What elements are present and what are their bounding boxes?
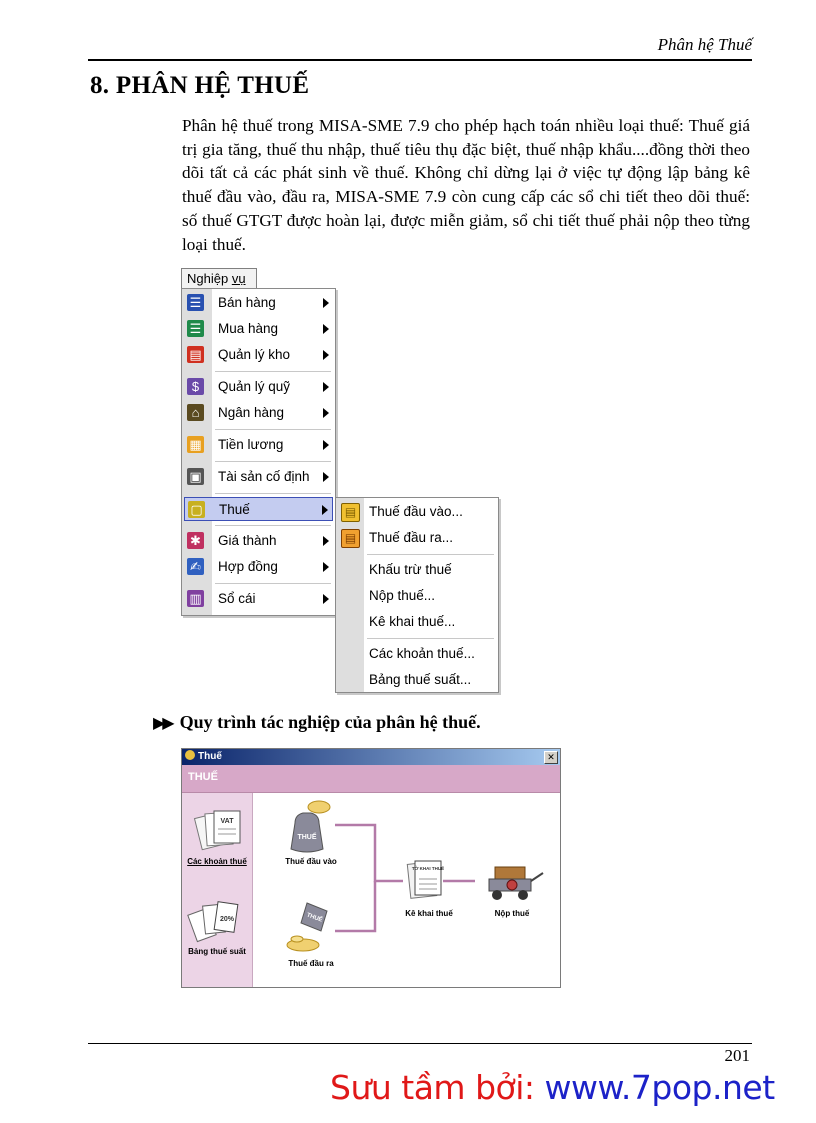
window-left-panel — [182, 793, 253, 987]
menu-item-so-cai[interactable] — [184, 587, 333, 611]
node-label: Thuế đầu ra — [288, 959, 334, 968]
submenu-arrow-icon — [323, 562, 329, 572]
menu-separator — [215, 461, 331, 462]
cash-icon: $ — [187, 378, 204, 395]
menu-item-label: Tài sản cố định — [218, 469, 310, 484]
menu-item-hop-dong[interactable] — [184, 555, 333, 579]
module-banner-title: THUẾ — [188, 771, 218, 783]
tax-window — [181, 748, 561, 988]
tax-forms-icon — [184, 807, 250, 857]
ledger-icon: ▥ — [187, 590, 204, 607]
double-arrow-bullet-icon: ▶▶ — [153, 715, 172, 732]
menu-separator — [367, 554, 494, 555]
submenu-item-label: Thuế đầu vào... — [369, 504, 463, 519]
submenu-arrow-icon — [323, 350, 329, 360]
menu-item-label: Sổ cái — [218, 591, 256, 606]
menu-item-label: Ngân hàng — [218, 405, 285, 420]
submenu-arrow-icon — [323, 536, 329, 546]
menu-item-label: Bán hàng — [218, 295, 276, 310]
left-item-label: Bảng thuế suất — [188, 947, 246, 956]
submenu-arrow-icon — [323, 594, 329, 604]
submenu-item-label: Kê khai thuế... — [369, 614, 456, 629]
node-thue-dau-ra[interactable] — [281, 897, 341, 975]
menu-separator — [215, 429, 331, 430]
left-item-label: Các khoản thuế — [187, 857, 247, 866]
main-menu — [181, 288, 336, 616]
menu-separator — [215, 371, 331, 372]
submenu-item-label: Thuế đầu ra... — [369, 530, 454, 545]
menu-item-ban-hang[interactable] — [184, 291, 333, 315]
tax-input-icon: ▤ — [341, 503, 360, 522]
cost-icon: ✱ — [187, 532, 204, 549]
workflow-canvas — [253, 793, 560, 987]
watermark — [330, 1068, 775, 1107]
menu-item-quan-ly-quy[interactable] — [184, 375, 333, 399]
submenu-item-ke-khai-thue[interactable] — [338, 610, 496, 634]
node-label: Thuế đầu vào — [285, 857, 337, 866]
menu-item-label: Quản lý kho — [218, 347, 291, 362]
menu-item-label: Mua hàng — [218, 321, 279, 336]
vat-glyph: VAT — [220, 818, 234, 825]
node-ke-khai-thue[interactable] — [401, 857, 457, 927]
close-icon[interactable]: ✕ — [544, 751, 558, 764]
window-title: Thuế — [198, 751, 222, 762]
running-header: Phân hệ Thuế — [657, 35, 752, 54]
workflow-heading-text: Quy trình tác nghiệp của phân hệ thuế. — [179, 712, 481, 732]
menu-item-ngan-hang[interactable] — [184, 401, 333, 425]
submenu-arrow-icon — [323, 324, 329, 334]
submenu-arrow-icon — [323, 440, 329, 450]
menu-separator — [215, 493, 331, 494]
tax-rate-cards-icon — [184, 897, 250, 947]
menu-item-thue[interactable] — [184, 497, 333, 521]
left-shortcut-bang-thue-suat[interactable] — [184, 897, 250, 961]
submenu-item-thue-dau-ra[interactable] — [338, 526, 496, 550]
submenu-item-nop-thue[interactable] — [338, 584, 496, 608]
section-title: 8. PHÂN HỆ THUẾ — [90, 72, 310, 99]
app-icon — [185, 750, 195, 760]
window-titlebar[interactable] — [182, 749, 560, 765]
bag-label: THUẾ — [305, 912, 324, 924]
money-bag-icon — [281, 797, 341, 857]
menu-item-label: Thuế — [219, 502, 250, 517]
node-nop-thue[interactable] — [481, 857, 547, 927]
salary-icon: ▦ — [187, 436, 204, 453]
left-shortcut-cac-khoan-thue[interactable] — [184, 807, 250, 871]
menu-item-quan-ly-kho[interactable] — [184, 343, 333, 367]
submenu-arrow-icon — [323, 298, 329, 308]
page-number: 201 — [724, 1046, 750, 1065]
submenu-item-label: Khấu trừ thuế — [369, 562, 452, 577]
contract-icon: ✍ — [187, 558, 204, 575]
tax-submenu — [335, 497, 499, 693]
menu-item-mua-hang[interactable] — [184, 317, 333, 341]
watermark-site-link[interactable]: www.7pop.net — [544, 1068, 775, 1107]
sales-icon: ☰ — [187, 294, 204, 311]
tax-icon: ▢ — [188, 501, 205, 518]
submenu-item-cac-khoan-thue[interactable] — [338, 642, 496, 666]
footer-rule — [88, 1043, 752, 1044]
tax-payment-cart-icon — [481, 857, 547, 907]
submenu-arrow-icon — [323, 472, 329, 482]
tax-output-icon: ▤ — [341, 529, 360, 548]
menu-item-gia-thanh[interactable] — [184, 529, 333, 553]
purchase-icon: ☰ — [187, 320, 204, 337]
menu-item-label: Giá thành — [218, 533, 277, 548]
intro-paragraph: Phân hệ thuế trong MISA-SME 7.9 cho phép hạch toán nhiều loại thuế: Thuế giá trị gia tăng, thuế thu nhập, thuế tiêu thụ đặc biệt, thuế nhập khẩu....đồng thời theo dõi tất cả các phát sinh về thuế. Không chỉ dừng lại ở việc tự động lập bảng kê thuế đầu vào, đầu ra, MISA-SME 7.9 còn cung cấp các sổ chi tiết theo dõi thuế: số thuế GTGT được hoàn lại, được miễn giảm, sổ chi tiết thuế phải nộp theo từng loại thuế. — [182, 116, 750, 254]
menu-separator — [367, 638, 494, 639]
menu-item-label: Quản lý quỹ — [218, 379, 291, 394]
submenu-arrow-icon — [323, 382, 329, 392]
node-thue-dau-vao[interactable] — [281, 797, 341, 871]
module-banner — [182, 765, 560, 793]
declaration-glyph: TỜ KHAI THUẾ — [411, 866, 445, 871]
watermark-prefix: Sưu tầm bởi: — [330, 1068, 545, 1107]
submenu-item-bang-thue-suat[interactable] — [338, 668, 496, 692]
node-label: Nộp thuế — [494, 909, 530, 918]
tax-declaration-icon — [401, 857, 457, 907]
bag-label: THUẾ — [297, 834, 317, 841]
menu-item-label: Hợp đồng — [218, 559, 278, 574]
bank-icon: ⌂ — [187, 404, 204, 421]
menu-item-tai-san-co-dinh[interactable] — [184, 465, 333, 489]
menu-separator — [215, 525, 331, 526]
submenu-arrow-icon — [322, 505, 328, 515]
rate-glyph: 20% — [219, 916, 235, 923]
menu-item-tien-luong[interactable] — [184, 433, 333, 457]
menubar-nghiep-vu[interactable] — [181, 268, 257, 289]
submenu-item-label: Bảng thuế suất... — [369, 672, 472, 687]
submenu-item-label: Nộp thuế... — [369, 588, 436, 603]
node-label: Kê khai thuế — [405, 909, 453, 918]
menubar-label-accel: vụ — [231, 271, 246, 286]
menu-separator — [215, 583, 331, 584]
submenu-arrow-icon — [323, 408, 329, 418]
menu-item-label: Tiền lương — [218, 437, 284, 452]
workflow-heading — [153, 712, 481, 733]
submenu-item-label: Các khoản thuế... — [369, 646, 475, 661]
warehouse-icon: ▤ — [187, 346, 204, 363]
submenu-item-khau-tru-thue[interactable] — [338, 558, 496, 582]
submenu-item-thue-dau-vao[interactable] — [338, 500, 496, 524]
fixed-asset-icon: ▣ — [187, 468, 204, 485]
header-rule — [88, 59, 752, 61]
money-bag-output-icon — [281, 897, 341, 957]
menubar-label-prefix: Nghiệp — [187, 271, 232, 286]
